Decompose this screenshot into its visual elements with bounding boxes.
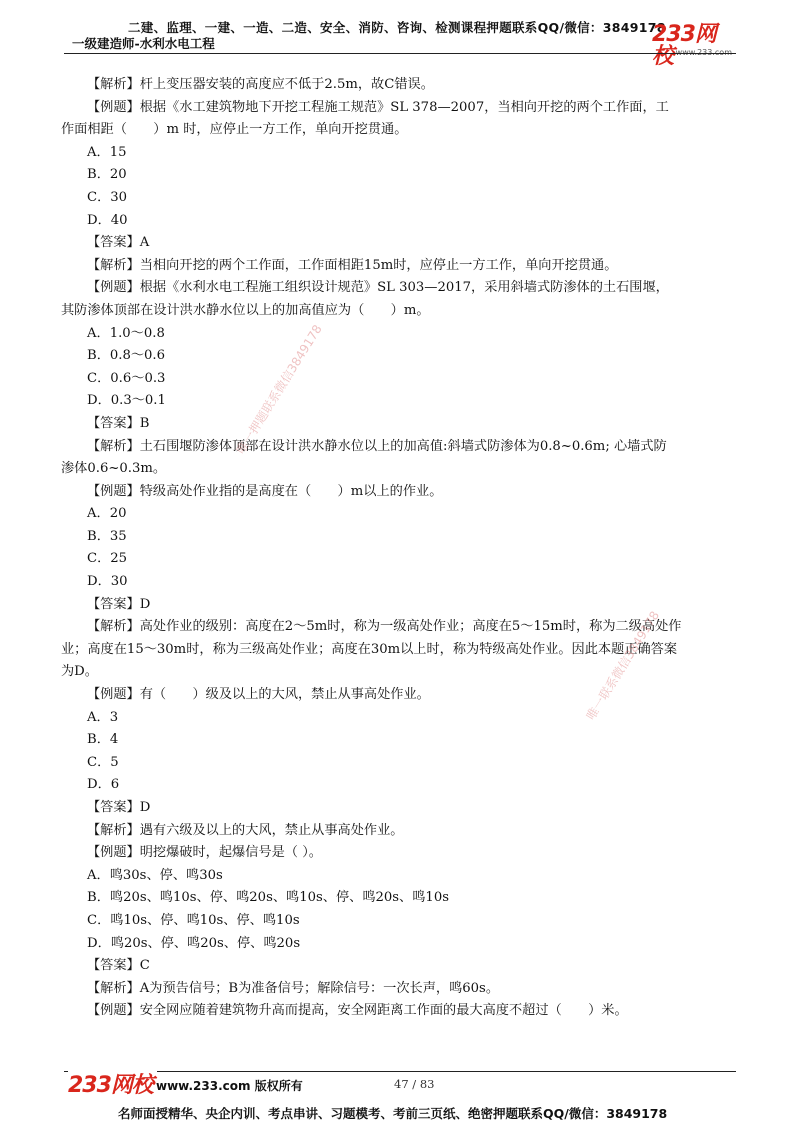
text-line: 【例题】根据《水工建筑物地下开挖工程施工规范》SL 378—2007，当相向开挖的两个工作面，工 [87, 99, 669, 115]
answer-line: 【答案】B [87, 415, 150, 431]
option-line: D．6 [87, 777, 120, 793]
footer-promo-line: 名师面授精华、央企内训、考点串讲、习题模考、考前三页纸、绝密押题联系QQ/微信：3849178 [118, 1106, 668, 1121]
text-line: 业；高度在15～30m时，称为三级高处作业；高度在30m以上时，称为特级高处作业。因此本题正确答案 [61, 641, 678, 657]
option-line: D．30 [87, 574, 128, 590]
option-line: A．3 [87, 709, 119, 725]
option-line: C．30 [87, 189, 128, 205]
text-line: 【例题】根据《水利水电工程施工组织设计规范》SL 303—2017，采用斜墙式防渗体的土石围堰， [87, 280, 669, 296]
document-body [61, 74, 741, 1023]
brand-logo-text: 233网校 [652, 22, 716, 69]
answer-line: 【答案】D [87, 800, 151, 815]
option-line: B．35 [87, 528, 127, 544]
text-line: 【解析】土石围堰防渗体顶部在设计洪水静水位以上的加高值:斜墙式防渗体为0.8~0.6m; 心墙式防 [87, 438, 667, 454]
option-line: A．20 [87, 506, 127, 522]
footer-logo: 233网校 [68, 1068, 157, 1099]
header-subtitle: 一级建造师-水利水电工程 [72, 36, 215, 51]
text-line: 【解析】A为预告信号；B为准备信号；解除信号：一次长声，鸣60s。 [87, 980, 500, 996]
option-line: A．1.0～0.8 [87, 325, 165, 341]
answer-line: 【答案】A [87, 235, 150, 251]
text-line: 【例题】明挖爆破时，起爆信号是（ ）。 [87, 845, 322, 861]
text-line: 【解析】当相向开挖的两个工作面，工作面相距15m时，应停止一方工作，单向开挖贯通。 [87, 257, 618, 273]
option-line: A．15 [87, 144, 127, 160]
header-divider [64, 53, 736, 54]
text-line: 为D。 [61, 664, 98, 680]
header-promo-line: 二建、监理、一建、一造、二造、安全、消防、咨询、检测课程押题联系QQ/微信：3849178 [128, 20, 666, 35]
text-line: 【解析】遇有六级及以上的大风，禁止从事高处作业。 [87, 822, 404, 838]
option-line: B．4 [87, 732, 119, 748]
text-line: 【解析】高处作业的级别：高度在2～5m时，称为一级高处作业；高度在5～15m时，称为二级高处作 [87, 619, 682, 635]
brand-logo-url: www.233.com [675, 48, 732, 57]
option-line: A．鸣30s、停、鸣30s [87, 867, 223, 883]
text-line: 渗体0.6~0.3m。 [61, 461, 167, 477]
text-line: 【解析】杆上变压器安装的高度应不低于2.5m，故C错误。 [87, 77, 434, 92]
text-line: 作面相距（ ）m 时，应停止一方工作，单向开挖贯通。 [61, 122, 408, 138]
watermark: 唯一押题联系微信3849178 [233, 322, 325, 457]
option-line: D．0.3～0.1 [87, 393, 166, 409]
footer-copyright: www.233.com 版权所有 [156, 1079, 303, 1093]
footer-divider [64, 1071, 736, 1072]
text-line: 【例题】特级高处作业指的是高度在（ ）m以上的作业。 [87, 483, 443, 499]
option-line: B．20 [87, 167, 127, 183]
option-line: D．40 [87, 212, 128, 228]
option-line: C．鸣10s、停、鸣10s、停、鸣10s [87, 912, 300, 928]
text-line: 【例题】安全网应随着建筑物升高而提高，安全网距离工作面的最大高度不超过（ ）米。 [87, 1003, 628, 1019]
option-line: C．0.6～0.3 [87, 370, 166, 386]
option-line: B．鸣20s、鸣10s、停、鸣20s、鸣10s、停、鸣20s、鸣10s [87, 890, 449, 906]
answer-line: 【答案】D [87, 596, 151, 612]
watermark: 唯一联系微信3849178 [583, 608, 663, 723]
text-line: 其防渗体顶部在设计洪水静水位以上的加高值应为（ ）m。 [61, 302, 430, 318]
text-line: 【例题】有（ ）级及以上的大风，禁止从事高处作业。 [87, 687, 430, 703]
option-line: C．5 [87, 754, 119, 770]
page-number: 47 / 83 [394, 1077, 435, 1091]
option-line: D．鸣20s、停、鸣20s、停、鸣20s [87, 935, 301, 951]
option-line: B．0.8～0.6 [87, 348, 166, 364]
answer-line: 【答案】C [87, 958, 150, 974]
option-line: C．25 [87, 551, 128, 567]
